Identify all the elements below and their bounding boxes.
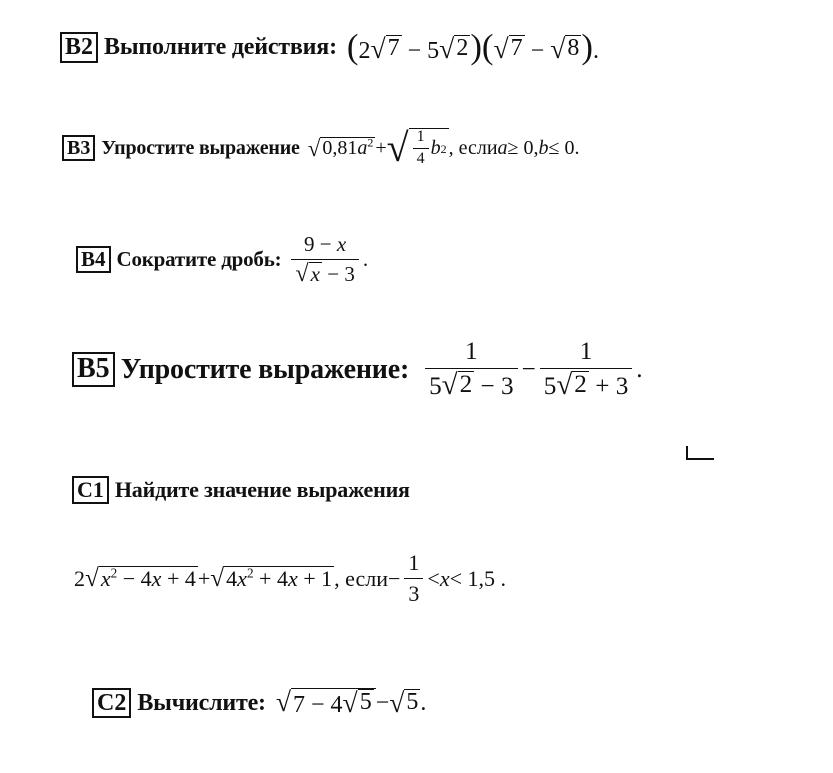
problem-text: Найдите значение выражения (114, 477, 410, 503)
problem-label: C1 (72, 476, 109, 504)
problem-label: B2 (60, 32, 98, 62)
problem-c1 (72, 476, 410, 504)
problem-text: Упростите выражение: (120, 353, 410, 385)
problem-label: B5 (72, 352, 115, 387)
problem-text: Сократите дробь: (116, 247, 282, 271)
problem-c1-expression (74, 550, 506, 607)
stray-mark (686, 446, 714, 460)
math-expression: √ $0,81a^2$ + √ $\frac{1}{4}$ b 2 , если a ≥ 0, b ≤ 0. (307, 125, 580, 170)
problem-b5 (72, 338, 643, 401)
problem-b3 (62, 125, 580, 170)
problem-label: C2 (92, 688, 131, 718)
problem-label: B4 (76, 246, 111, 273)
math-expression: (2 √ 7 − 5 √ 2 )( √ 7 − √ 8 ). (346, 27, 599, 66)
problem-b4 (76, 232, 368, 287)
problem-b2 (60, 27, 599, 66)
math-expression: 1 5 √ 2 − 3 − 1 5 √ 2 + 3 . (421, 338, 643, 401)
problem-text: Вычислите: (137, 689, 266, 716)
problem-label: B3 (62, 135, 95, 161)
math-expression: 9 − x √ x − 3 . (287, 232, 368, 287)
problem-text: Упростите выражение (101, 136, 300, 159)
math-expression: √ 7 − 4 √ 5 − √ 5 . (275, 686, 427, 719)
problem-c2 (92, 688, 426, 718)
problem-text: Выполните действия: (104, 34, 337, 60)
math-expression: 2 √ $x^2 - 4x + 4$ + √ $4x^2 + 4x + 1$ , если − $\frac{1}{3}$ < x < 1,5 . (74, 550, 507, 606)
